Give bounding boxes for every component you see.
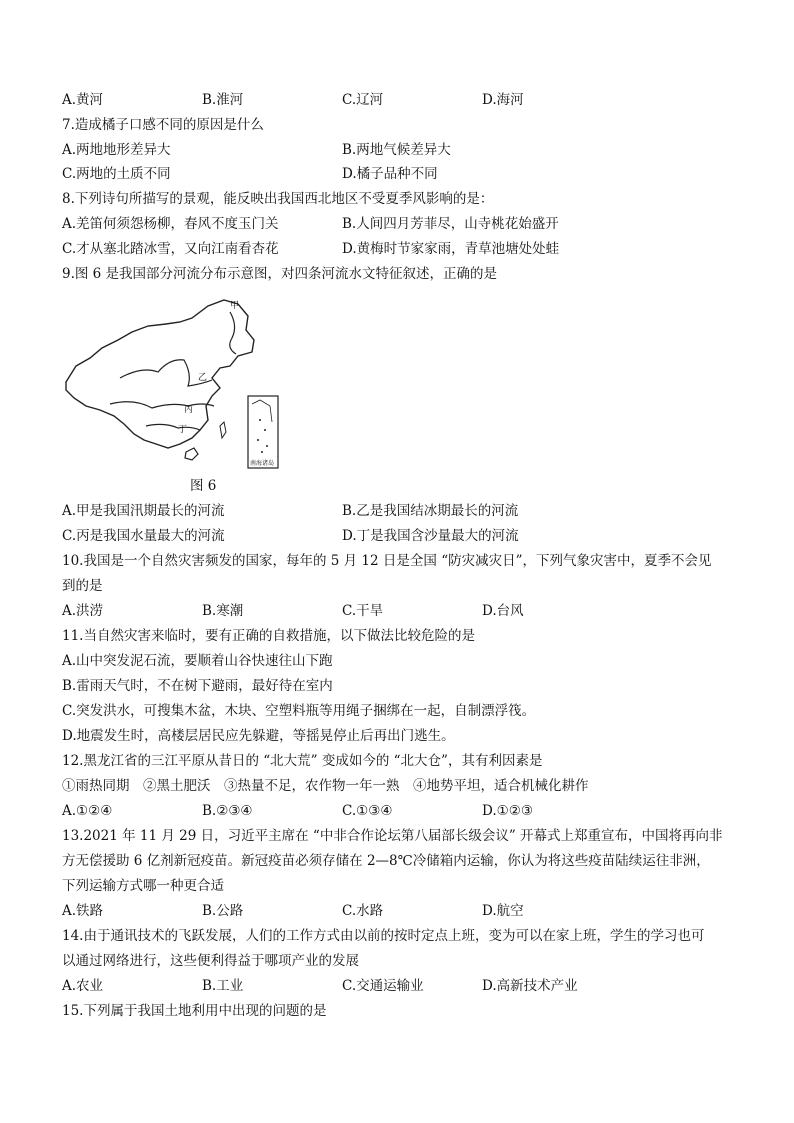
q14-option-d: D.高新技术产业 xyxy=(482,978,578,994)
q8-option-a: A.羌笛何须怨杨柳，春风不度玉门关 xyxy=(62,216,279,232)
q7-stem: 7.造成橘子口感不同的原因是什么 xyxy=(62,117,264,133)
q12-option-a: A.①②④ xyxy=(62,803,113,819)
q10-option-d: D.台风 xyxy=(482,603,524,619)
q6-option-d: D.海河 xyxy=(482,92,524,108)
q10-stem-line2: 到的是 xyxy=(62,578,103,594)
q13-stem-line1: 13.2021 年 11 月 29 日，习近平主席在 “中非合作论坛第八届部长级会议” 开幕式上郑重宣布，中国将再向非 xyxy=(62,828,723,844)
q12-items: ①雨热同期 ②黑土肥沃 ③热量不足，农作物一年一熟 ④地势平坦，适合机械化耕作 xyxy=(62,778,589,794)
map-label-ding: 丁 xyxy=(178,425,188,435)
q8-stem: 8.下列诗句所描写的景观，能反映出我国西北地区不受夏季风影响的是： xyxy=(62,191,494,207)
q14-option-b: B.工业 xyxy=(202,978,244,994)
q6-option-a: A.黄河 xyxy=(62,92,104,108)
q13-stem-line2: 方无偿援助 6 亿剂新冠疫苗。新冠疫苗必须存储在 2—8℃冷储箱内运输，你认为将这些疫苗陆续运往非洲， xyxy=(62,853,710,869)
q10-option-c: C.干旱 xyxy=(342,603,384,619)
q11-option-c: C.突发洪水，可搜集木盆，木块、空塑料瓶等用绳子捆绑在一起，自制漂浮筏。 xyxy=(62,703,536,719)
map-label-jia: 甲 xyxy=(230,301,240,311)
q13-stem-line3: 下列运输方式哪一种更合适 xyxy=(62,878,224,894)
q14-option-a: A.农业 xyxy=(62,978,104,994)
q13-option-d: D.航空 xyxy=(482,903,524,919)
china-river-map xyxy=(60,296,280,470)
q12-option-d: D.①②③ xyxy=(482,803,533,819)
q11-option-b: B.雷雨天气时，不在树下避雨，最好待在室内 xyxy=(62,678,333,694)
figure-caption: 图 6 xyxy=(190,478,217,494)
q10-option-a: A.洪涝 xyxy=(62,603,104,619)
q12-option-b: B.②③④ xyxy=(202,803,253,819)
q8-option-b: B.人间四月芳菲尽，山寺桃花始盛开 xyxy=(342,216,559,232)
q6-option-b: B.淮河 xyxy=(202,92,244,108)
q9-option-c: C.丙是我国水量最大的河流 xyxy=(62,528,225,544)
q7-option-d: D.橘子品种不同 xyxy=(342,166,438,182)
q14-option-c: C.交通运输业 xyxy=(342,978,424,994)
q8-option-c: C.才从塞北踏冰雪，又向江南看杏花 xyxy=(62,241,279,257)
q9-option-b: B.乙是我国结冰期最长的河流 xyxy=(342,503,519,519)
china-river-map-svg xyxy=(60,296,280,470)
map-label-yi: 乙 xyxy=(198,373,208,383)
q9-stem: 9.图 6 是我国部分河流分布示意图，对四条河流水文特征叙述，正确的是 xyxy=(62,266,498,282)
q11-option-a: A.山中突发泥石流，要顺着山谷快速往山下跑 xyxy=(62,653,333,669)
q7-option-b: B.两地气候差异大 xyxy=(342,142,451,158)
q14-stem-line1: 14.由于通讯技术的飞跃发展，人们的工作方式由以前的按时定点上班，变为可以在家上班，学生的学习也可 xyxy=(62,928,705,944)
q9-option-d: D.丁是我国含沙量最大的河流 xyxy=(342,528,519,544)
q14-stem-line2: 以通过网络进行，这些便利得益于哪项产业的发展 xyxy=(62,953,359,969)
q10-stem-line1: 10.我国是一个自然灾害频发的国家，每年的 5 月 12 日是全国 “防灾减灾日”，下列气象灾害中，夏季不会见 xyxy=(62,553,712,569)
q13-option-a: A.铁路 xyxy=(62,903,104,919)
q13-option-b: B.公路 xyxy=(202,903,244,919)
q6-option-c: C.辽河 xyxy=(342,92,384,108)
q15-stem: 15.下列属于我国土地利用中出现的问题的是 xyxy=(62,1003,327,1019)
q12-stem: 12.黑龙江省的三江平原从昔日的 “北大荒” 变成如今的 “北大仓”，其有利因素是 xyxy=(62,753,543,769)
q11-stem: 11.当自然灾害来临时，要有正确的自救措施，以下做法比较危险的是 xyxy=(62,628,475,644)
q7-option-c: C.两地的土质不同 xyxy=(62,166,171,182)
q12-option-c: C.①③④ xyxy=(342,803,393,819)
q11-option-d: D.地震发生时，高楼层居民应先躲避，等摇晃停止后再出门逃生。 xyxy=(62,728,455,744)
q7-option-a: A.两地地形差异大 xyxy=(62,142,171,158)
q8-option-d: D.黄梅时节家家雨，青草池塘处处蛙 xyxy=(342,241,560,257)
q13-option-c: C.水路 xyxy=(342,903,384,919)
q10-option-b: B.寒潮 xyxy=(202,603,244,619)
map-inset-label: 南海诸岛 xyxy=(250,460,275,467)
q9-option-a: A.甲是我国汛期最长的河流 xyxy=(62,503,225,519)
map-label-bing: 丙 xyxy=(184,405,194,415)
